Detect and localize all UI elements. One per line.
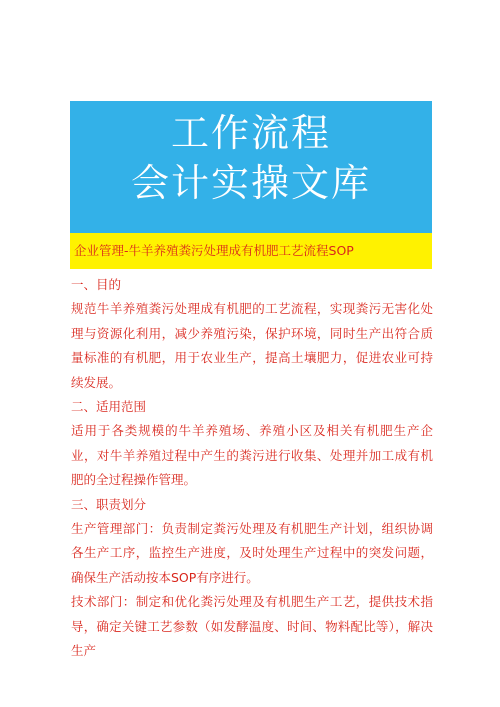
banner-title-line1: 工作流程 [170, 111, 331, 155]
document-body [71, 273, 433, 664]
section-paragraph-purpose: 规范牛羊养殖粪污处理成有机肥的工艺流程，实现粪污无害化处理与资源化利用，减少养殖污染，保护环境，同时生产出符合质量标准的有机肥，用于农业生产，提高土壤肥力，促进农业可持续发展。 [71, 301, 433, 390]
banner-title-line2: 会计实操文库 [130, 161, 371, 205]
document-subtitle: 企业管理-牛羊养殖粪污处理成有机肥工艺流程SOP [74, 243, 354, 258]
section-heading-purpose: 一、目的 [71, 277, 122, 292]
title-banner [70, 101, 432, 233]
section-heading-scope: 二、适用范围 [71, 399, 147, 414]
section-paragraph-technical-dept: 技术部门：制定和优化粪污处理及有机肥生产工艺，提供技术指导，确定关键工艺参数（如发酵温度、时间、物料配比等），解决生产 [71, 594, 433, 658]
section-heading-responsibilities: 三、职责划分 [71, 496, 147, 512]
section-paragraph-production-dept: 生产管理部门：负责制定粪污处理及有机肥生产计划，组织协调各生产工序，监控生产进度，及时处理生产过程中的突发问题，确保生产活动按本SOP有序进行。 [71, 520, 433, 585]
section-paragraph-scope: 适用于各类规模的牛羊养殖场、养殖小区及相关有机肥生产企业，对牛羊养殖过程中产生的粪污进行收集、处理并加工成有机肥的全过程操作管理。 [71, 423, 433, 487]
subtitle-bar [70, 233, 432, 269]
